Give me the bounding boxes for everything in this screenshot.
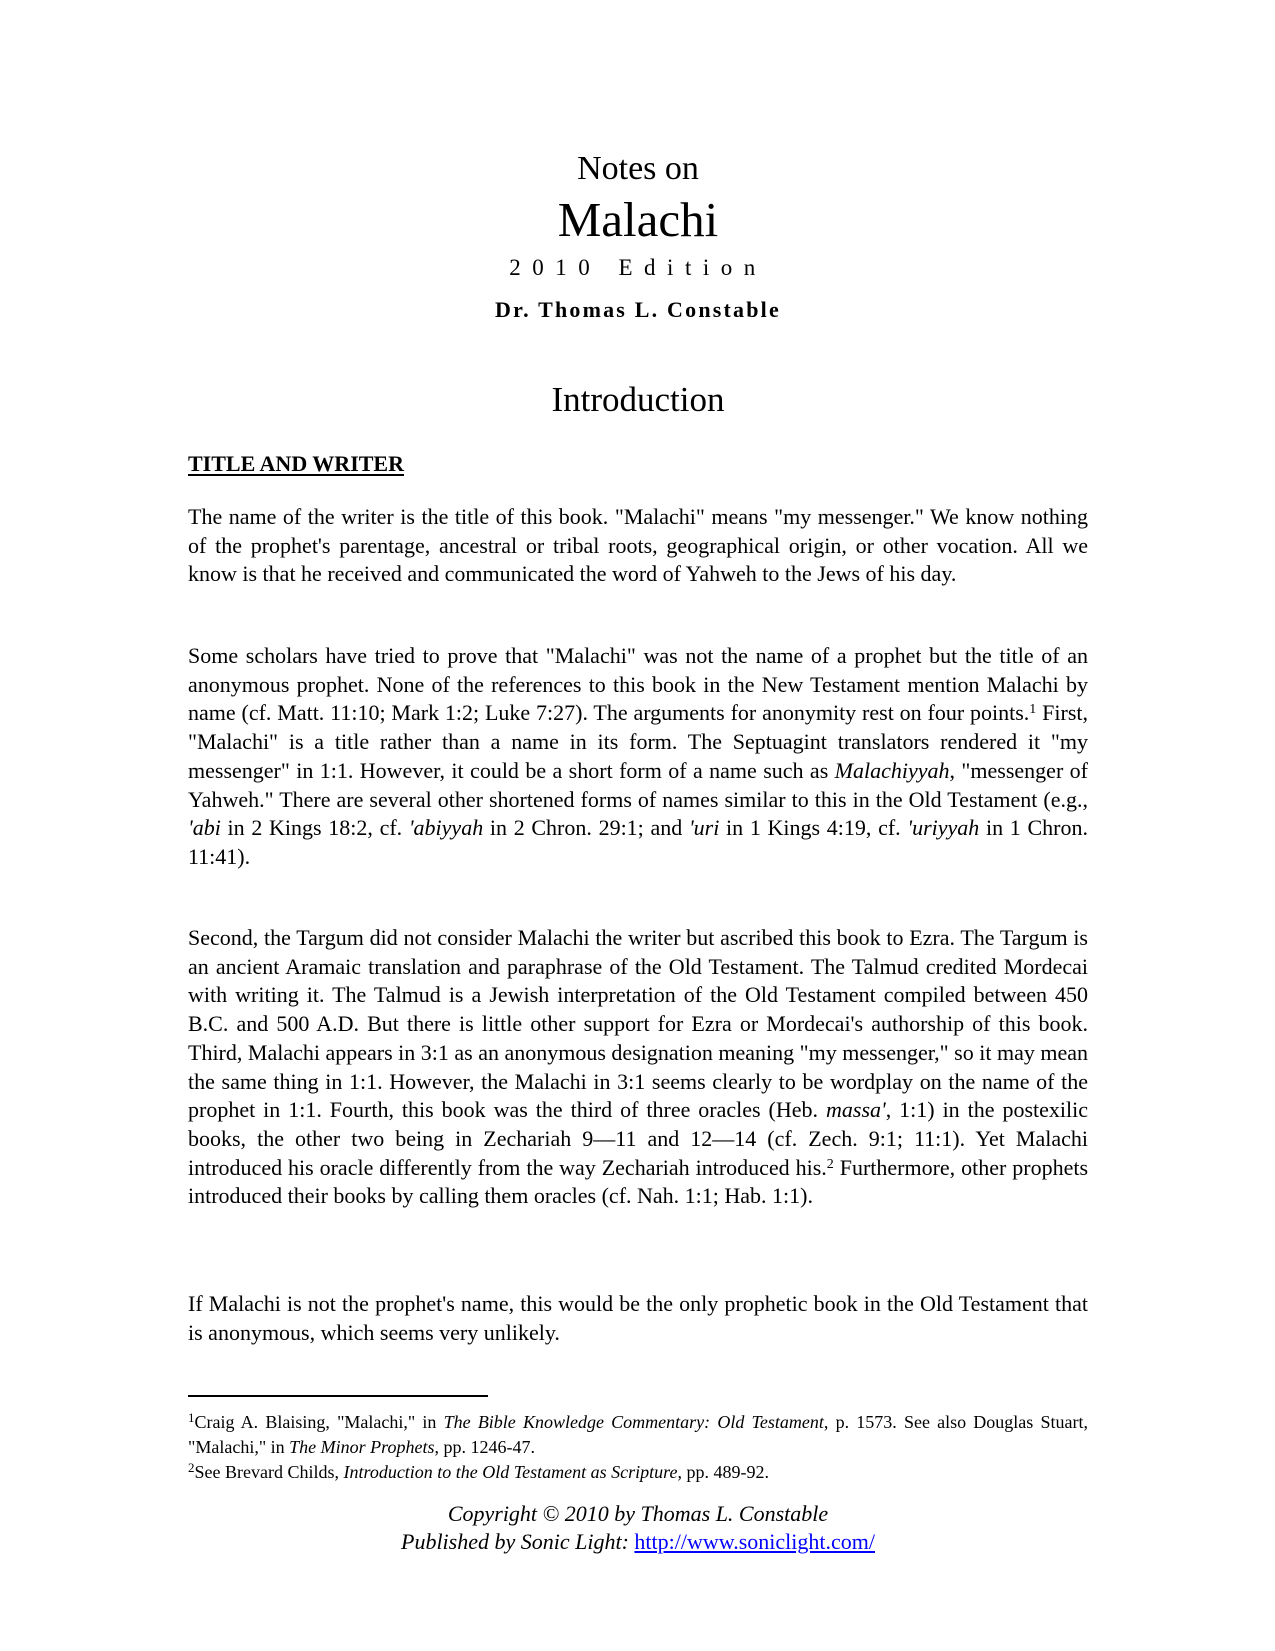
notes-on-label: Notes on (577, 150, 699, 187)
paragraph: If Malachi is not the prophet's name, this would be the only prophetic book in the Old Testament that is anonymous, which seems very unlikely. (188, 1291, 1088, 1345)
italic-term: 'uri (688, 815, 720, 841)
text-run: in 2 Chron. 29:1; and (483, 815, 689, 841)
copyright-line: Copyright © 2010 by Thomas L. Constable (447, 1501, 829, 1526)
footnote-number: 2 (188, 1460, 195, 1475)
text-run: See Brevard Childs, (194, 1462, 344, 1482)
text-run: in 1 Kings 4:19, cf. (719, 815, 908, 841)
italic-term: 'abi (188, 815, 221, 841)
footnote-divider (188, 1395, 488, 1397)
text-run: Craig A. Blaising, "Malachi," in (194, 1412, 444, 1432)
italic-title: Introduction to the Old Testament as Scripture (343, 1462, 678, 1482)
text-run: in 2 Kings 18:2, cf. (220, 815, 409, 841)
footnote-ref[interactable]: 2 (826, 1156, 834, 1172)
italic-term: 'uriyyah (907, 815, 980, 841)
italic-term: Malachiyyah (834, 757, 950, 783)
text-run: in 1 Chron. 11:41). (188, 815, 1088, 869)
text-run: Second, the Targum did not consider Malachi the writer but ascribed this book to Ezra. The Targum is an ancient Aramaic translation and paraphrase of the Old Testament. The Talmud credited Mordecai with writing it. The Talmud is a Jewish interpretation of the Old Testament compiled between 450 B.C. and 500 A.D. But there is little other support for Ezra or Mordecai's authorship of this book. Third, Malachi appears in 3:1 as an anonymous designation meaning "my messenger," so it may mean the same thing in 1:1. However, the Malachi in 3:1 seems clearly to be wordplay on the name of the prophet in 1:1. Fourth, this book was the third of three oracles (Heb. (188, 925, 1088, 1123)
text-run: Some scholars have tried to prove that "Malachi" was not the name of a prophet but the title of an anonymous prophet. None of the references to this book in the New Testament mention Malachi by name (cf. Matt. 11:10; Mark 1:2; Luke 7:27). The arguments for anonymity rest on four points. (188, 643, 1088, 726)
italic-title: The Bible Knowledge Commentary: Old Testament (443, 1412, 824, 1432)
text-run: , 1:1) in the postexilic books, the other two being in Zechariah 9—11 and 12—14 (cf. Zech. 9:1; 11:1). Yet Malachi introduced his oracle differently from the way Zechariah introduced his. (188, 1097, 1088, 1180)
footnote-2 (188, 1460, 1088, 1485)
author-name: Dr. Thomas L. Constable (495, 297, 781, 322)
introduction-heading: Introduction (551, 380, 725, 419)
paragraph: The name of the writer is the title of this book. "Malachi" means "my messenger." We know nothing of the prophet's parentage, ancestral or tribal roots, geographical origin, or other vocation. All we know is that he received and communicated the word of Yahweh to the Jews of his day. (188, 504, 1088, 587)
text-run: , pp. 1246-47. (434, 1436, 535, 1457)
footnote-number: 1 (188, 1410, 195, 1425)
copyright-footer (188, 1500, 1088, 1556)
section-heading: TITLE AND WRITER (188, 451, 404, 476)
italic-term: massa' (826, 1097, 886, 1123)
text-run: , pp. 489-92. (677, 1462, 769, 1482)
book-title: Malachi (557, 192, 719, 247)
footnote-1 (188, 1410, 1088, 1459)
publisher-line (188, 1528, 1088, 1556)
edition-label: 2010 Edition (509, 255, 767, 280)
footnote-ref[interactable]: 1 (1029, 702, 1037, 718)
website-link[interactable]: http://www.soniclight.com/ (634, 1529, 875, 1554)
text-run: First, "Malachi" is a title rather than a name in its form. The Septuagint translators rendered it "my messenger" in 1:1. However, it could be a short form of a name such as (188, 700, 1088, 783)
paragraph (188, 924, 1088, 1211)
italic-term: 'abiyyah (408, 815, 484, 841)
text-run: Furthermore, other prophets introduced their books by calling them oracles (cf. Nah. 1:1; Hab. 1:1). (188, 1154, 1089, 1209)
italic-title: The Minor Prophets (289, 1436, 435, 1457)
publisher-label: Published by Sonic Light: (401, 1529, 635, 1554)
paragraph (188, 642, 1088, 872)
text-run: , "messenger of Yahweh." There are several other shortened forms of names similar to this in the Old Testament (e.g., (188, 757, 1089, 812)
text-run: , p. 1573. See also Douglas Stuart, "Malachi," in (188, 1412, 1088, 1457)
